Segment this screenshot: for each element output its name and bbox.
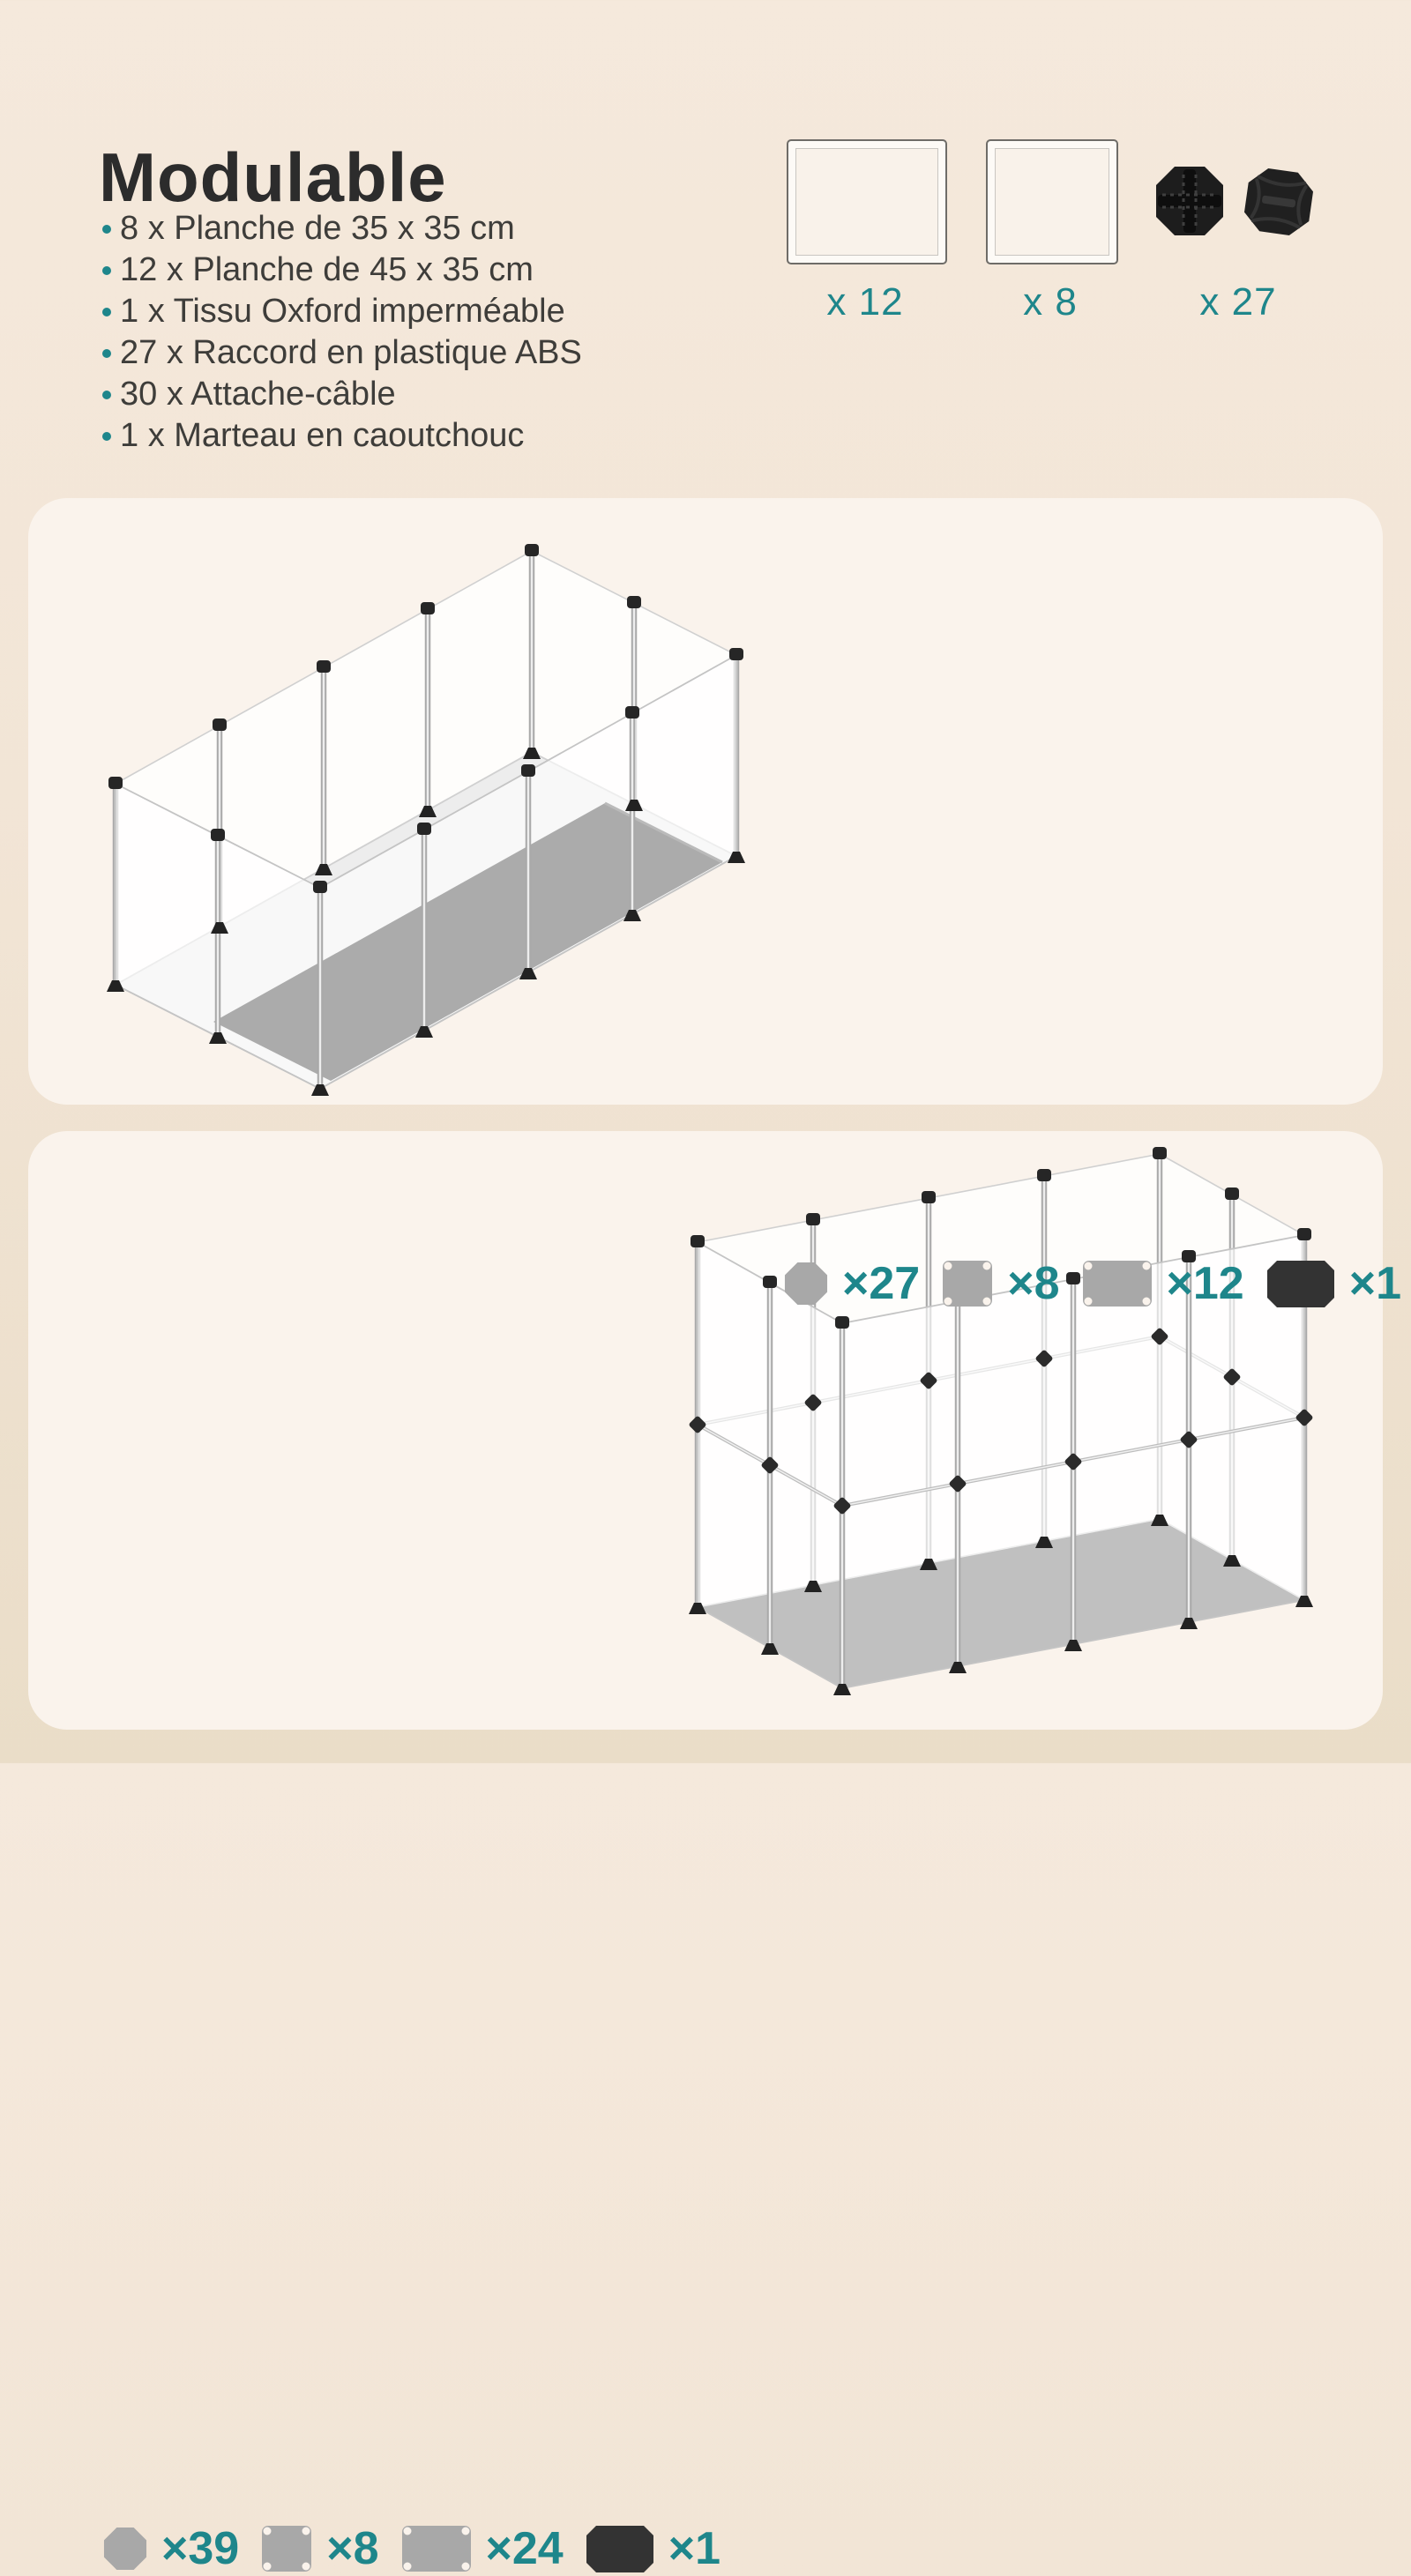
parts-list-item — [102, 415, 582, 457]
parts-list-item — [102, 332, 582, 374]
legend-count: ×8 — [1007, 1258, 1060, 1309]
abs-connector-back-icon — [1243, 168, 1314, 236]
oxford-mat-icon — [1266, 1260, 1335, 1308]
connector-count-label: x 27 — [1199, 280, 1277, 324]
playpen-small-render — [72, 509, 778, 1101]
page-title: Modulable — [99, 138, 447, 217]
parts-list-text: 8 x Planche de 35 x 35 cm — [120, 210, 515, 247]
config-small-card — [28, 498, 1402, 1309]
panel-45x35-count-label: x 12 — [826, 280, 904, 324]
legend-count: ×24 — [485, 2523, 564, 2574]
parts-list — [102, 208, 582, 457]
panel-35x35-image — [986, 139, 1118, 264]
bullet-dot-icon — [102, 349, 111, 358]
panel-35x35-icon — [942, 1260, 993, 1307]
bullet-dot-icon — [102, 432, 111, 441]
legend-count: ×1 — [668, 2523, 721, 2574]
connector-octagon-icon — [103, 2527, 147, 2571]
legend-count: ×27 — [842, 1258, 921, 1309]
panel-45x35-icon — [1082, 1260, 1153, 1307]
bullet-dot-icon — [102, 225, 111, 234]
legend-small-config — [784, 1256, 1401, 1311]
parts-list-item — [102, 208, 582, 249]
bullet-dot-icon — [102, 391, 111, 399]
legend-large-config — [103, 2521, 720, 2576]
parts-list-item — [102, 291, 582, 332]
legend-count: ×8 — [326, 2523, 379, 2574]
panel-45x35-image — [787, 139, 947, 264]
parts-list-item — [102, 374, 582, 415]
parts-list-text: 12 x Planche de 45 x 35 cm — [120, 251, 534, 288]
parts-list-text: 27 x Raccord en plastique ABS — [120, 334, 582, 371]
parts-list-text: 1 x Marteau en caoutchouc — [120, 417, 525, 454]
parts-list-text: 1 x Tissu Oxford imperméable — [120, 293, 565, 330]
oxford-mat-icon — [586, 2525, 654, 2573]
connector-octagon-icon — [784, 1262, 828, 1306]
parts-list-text: 30 x Attache-câble — [120, 376, 396, 413]
abs-connector-front-icon — [1153, 164, 1226, 238]
panel-35x35-count-label: x 8 — [1023, 280, 1078, 324]
parts-list-item — [102, 249, 582, 291]
bullet-dot-icon — [102, 308, 111, 316]
legend-count: ×12 — [1166, 1258, 1244, 1309]
playpen-large-render — [665, 1147, 1370, 1704]
legend-count: ×39 — [161, 2523, 240, 2574]
legend-count: ×1 — [1348, 1258, 1402, 1309]
panel-45x35-icon — [401, 2525, 472, 2572]
panel-35x35-icon — [261, 2525, 312, 2572]
bullet-dot-icon — [102, 266, 111, 275]
config-large-card — [28, 1131, 1383, 2574]
